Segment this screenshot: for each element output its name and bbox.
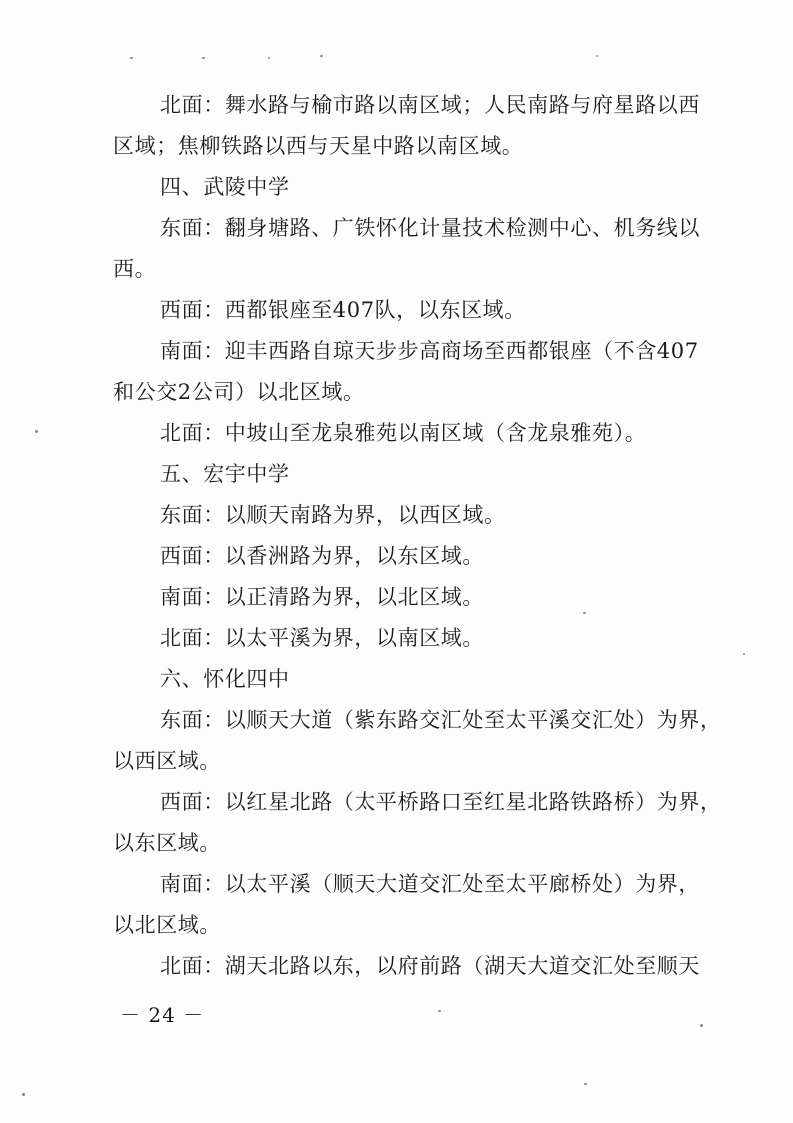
scan-speck bbox=[743, 653, 745, 655]
text-line: 西面：以红星北路（太平桥路口至红星北路铁路桥）为界， bbox=[160, 790, 722, 814]
text-line: 东面：以顺天大道（紫东路交汇处至太平溪交汇处）为界， bbox=[160, 708, 722, 732]
scan-speck bbox=[438, 1010, 441, 1012]
text-line: 南面：以太平溪（顺天大道交汇处至太平廊桥处）为界， bbox=[160, 872, 700, 896]
scan-speck bbox=[583, 612, 586, 614]
section-heading: 六、怀化四中 bbox=[160, 667, 290, 691]
text-line: 南面：迎丰西路自琼天步步高商场至西都银座（不含407 bbox=[160, 339, 699, 363]
text-line: 以西区域。 bbox=[113, 749, 221, 773]
text-line: 西面：西都银座至407队，以东区域。 bbox=[160, 298, 526, 322]
text-line: 以东区域。 bbox=[113, 831, 221, 855]
scan-speck bbox=[130, 57, 133, 59]
scan-speck bbox=[700, 1024, 703, 1027]
page-number: － 24 － bbox=[120, 1003, 205, 1027]
text-line: 区域；焦柳铁路以西与天星中路以南区域。 bbox=[113, 134, 524, 158]
scan-speck bbox=[584, 1083, 587, 1085]
text-line: 北面：舞水路与榆市路以南区域；人民南路与府星路以西 bbox=[160, 93, 700, 117]
scan-speck bbox=[320, 55, 323, 57]
text-line: 东面：翻身塘路、广铁怀化计量技术检测中心、机务线以 bbox=[160, 216, 700, 240]
text-line: 和公交2公司）以北区域。 bbox=[113, 380, 365, 404]
text-line: 以北区域。 bbox=[113, 913, 221, 937]
text-line: 南面：以正清路为界，以北区域。 bbox=[160, 585, 484, 609]
section-heading: 五、宏宇中学 bbox=[160, 462, 290, 486]
scan-speck bbox=[22, 1093, 25, 1096]
text-line: 北面：中坡山至龙泉雅苑以南区域（含龙泉雅苑）。 bbox=[160, 421, 647, 445]
scan-speck bbox=[596, 55, 598, 57]
text-line: 北面：湖天北路以东，以府前路（湖天大道交汇处至顺天 bbox=[160, 954, 700, 978]
text-line: 西。 bbox=[113, 257, 157, 281]
text-line: 东面：以顺天南路为界，以西区域。 bbox=[160, 503, 506, 527]
text-line: 北面：以太平溪为界，以南区域。 bbox=[160, 626, 484, 650]
text-line: 西面：以香洲路为界，以东区域。 bbox=[160, 544, 484, 568]
section-heading: 四、武陵中学 bbox=[160, 175, 290, 199]
scan-speck bbox=[35, 430, 38, 433]
scan-speck bbox=[268, 57, 270, 59]
scan-speck bbox=[202, 57, 205, 59]
